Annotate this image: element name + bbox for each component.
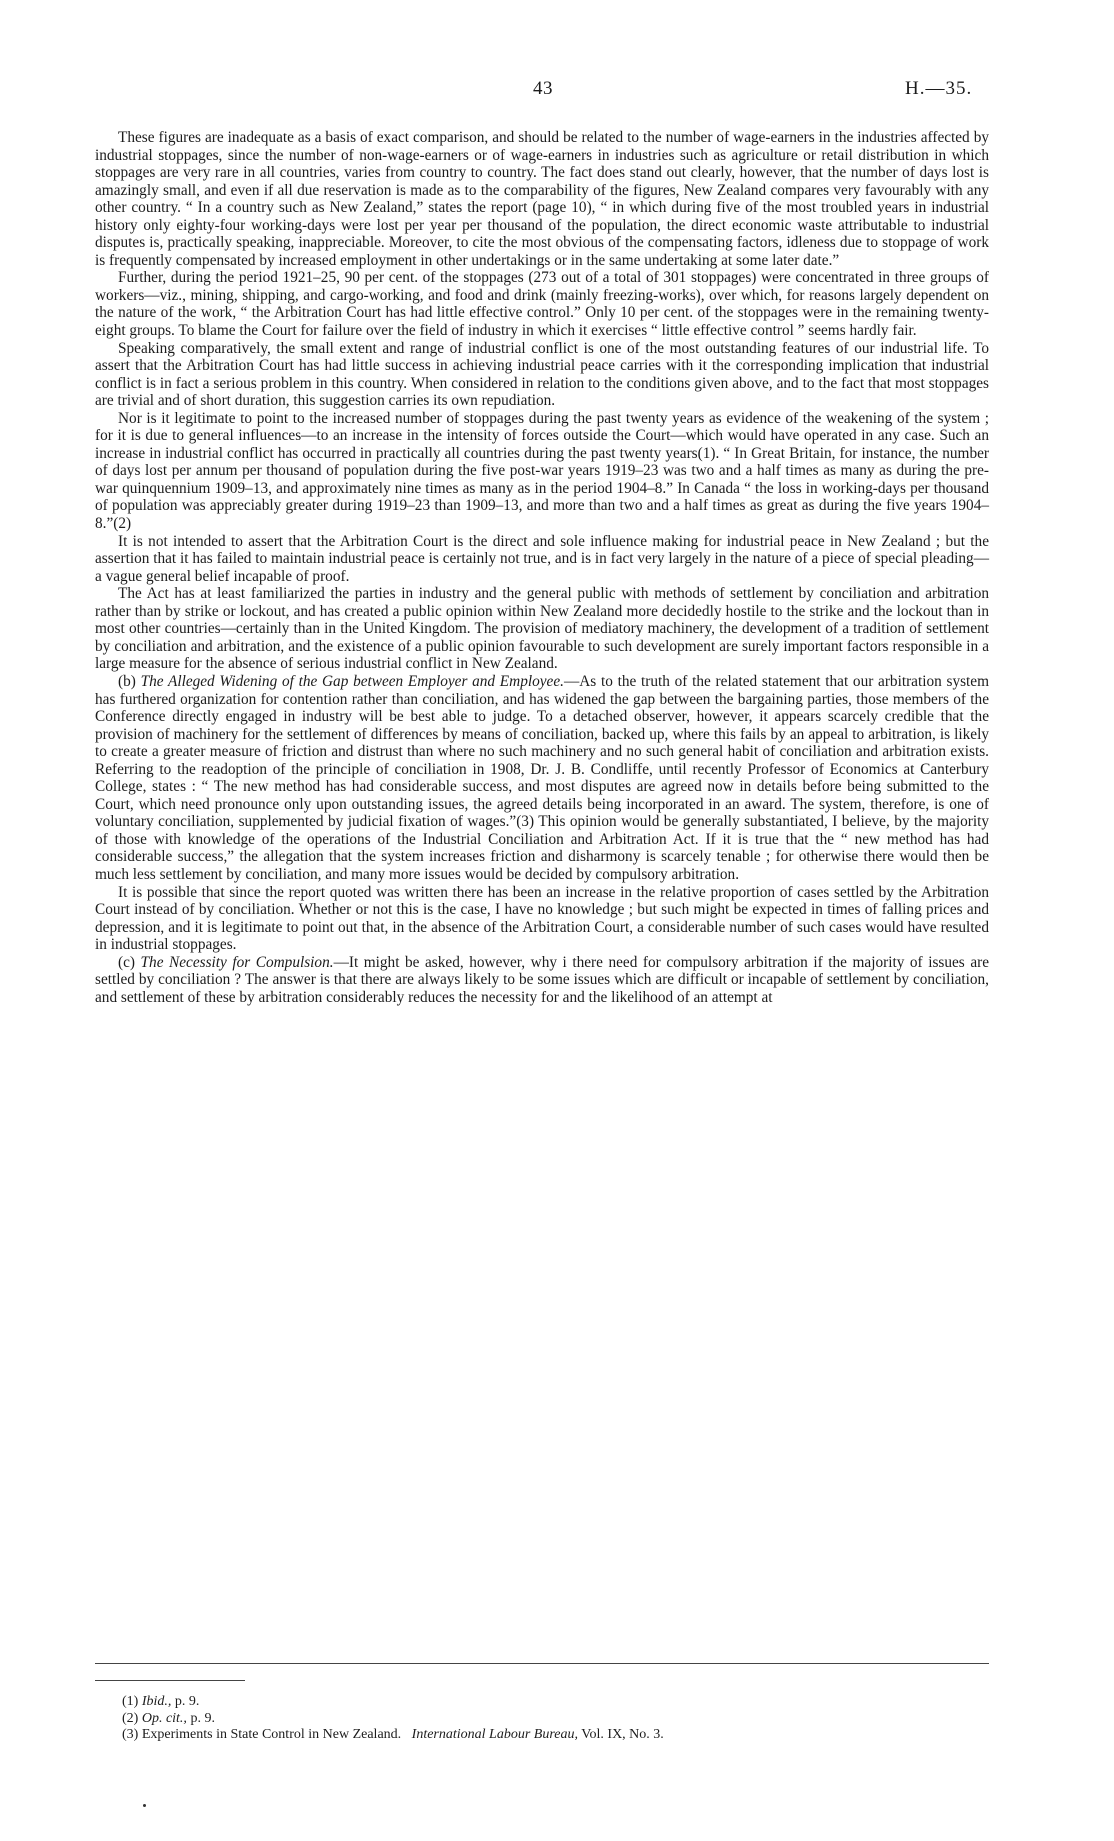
footnote-number: (3) [122,1727,139,1742]
footnote [122,1727,982,1744]
footnote-text: Experiments in State Control in New Zealand. [141,1727,402,1742]
stray-mark [143,1804,146,1807]
body-text [95,129,989,1006]
footnote-text: p. 9. [190,1710,215,1726]
footnote-text: Vol. IX, No. 3. [581,1727,664,1742]
paragraph: Speaking comparatively, the small extent and range of industrial conflict is one of the most outstanding features of our industrial life. To assert that the Arbitration Court has had little success in achieving industrial peace carries with it the corresponding implication that industrial conflict is in fact a serious problem in this country. When considered in relation to the conditions given above, and to the fact that most stoppages are trivial and of short duration, this suggestion carries its own repudiation. [95,339,989,410]
section-text: —It might be asked, however, why i there need for compulsory arbitration if the majority of issues are settled by conciliation ? The answer is that there are always likely to be some issues which are difficult or incapable of settlement by conciliation, and settlement of these by arbitration considerably reduces the necessity for and the likelihood of an attempt at [95,953,989,1006]
section-heading: The Alleged Widening of the Gap between Employer and Employee. [140,672,564,690]
footnote-text: p. 9. [174,1694,200,1709]
paragraph: Nor is it legitimate to point to the increased number of stoppages during the past twenty years as evidence of the weakening of the system ; for it is due to general influences—to an increase in the intensity of forces outside the Court—which would have operated in any case. Such an increase in industrial conflict has occurred in practically all countries during the past twenty years(1). “ In Great Britain, for instance, the number of days lost per annum per thousand of population during the five post-war years 1919–23 was two and a half times as many as during the pre-war quinquennium 1909–13, and approximately nine times as many as in the period 1904–8.” In Canada “ the loss in working-days per thousand of population was appreciably greater during 1919–23 than 1909–13, and more than two and a half times as great as during the five years 1904–8.”(2) [95,409,989,533]
paragraph: The Act has at least familiarized the parties in industry and the general public with methods of settlement by conciliation and arbitration rather than by strike or lockout, and has created a public opinion within New Zealand more decidedly hostile to the strike and the lockout than in most other countries—certainly than in the United Kingdom. The provision of mediatory machinery, the development of a tradition of settlement by conciliation and arbitration, and the existence of a public opinion favourable to such development are surely important factors responsible in a large measure for the absence of serious industrial conflict in New Zealand. [95,585,989,673]
paragraph: It is not intended to assert that the Arbitration Court is the direct and sole influence making for industrial peace in New Zealand ; but the assertion that it has failed to maintain industrial peace is certainly not true, and is in fact very largely in the nature of a piece of special pleading—a vague general belief incapable of proof. [95,532,989,585]
section-label: (b) [118,672,136,690]
paragraph: Further, during the period 1921–25, 90 per cent. of the stoppages (273 out of a total of 301 stoppages) were concentrated in three groups of workers—viz., mining, shipping, and cargo-working, and food and drink (mainly freezing-works), over which, for reasons largely dependent on the nature of the work, “ the Arbitration Court has had little effective control.” Only 10 per cent. of the stoppages were in the remaining twenty-eight groups. To blame the Court for failure over the field of industry in which it exercises “ little effective control ” seems hardly fair. [95,269,989,340]
section-b-paragraph [95,673,989,884]
footnote-number: (1) [122,1694,139,1709]
page-number: 43 [533,78,553,99]
section-label: (c) [118,953,135,971]
section-c-paragraph [95,954,989,1007]
footnote-number: (2) [122,1710,139,1726]
footnote [122,1694,982,1711]
footnote-ref: Ibid., [141,1694,172,1709]
footnote-source: International Labour Bureau, [411,1727,578,1742]
section-heading: The Necessity for Compulsion. [140,953,334,971]
footnote-rule [95,1680,245,1681]
document-reference: H.—35. [905,78,973,99]
footnote-ref: Op. cit., [141,1710,187,1726]
section-text: —As to the truth of the related statement that our arbitration system has furthered organization for contention rather than conciliation, and has widened the gap between the bargaining parties, those members of the Conference directly engaged in industry will be best able to judge. To a detached observer, however, it appears scarcely credible that the provision of machinery for the settlement of differences by means of conciliation, backed up, where this fails by an appeal to arbitration, is likely to create a greater measure of friction and distrust than where no such machinery and no such general habit of conciliation and arbitration exists. Referring to the readoption of the principle of conciliation in 1908, Dr. J. B. Condliffe, until recently Professor of Economics at Canterbury College, states : “ The new method has had considerable success, and most disputes are agreed now in details before being submitted to the Court, which need pronounce only upon outstanding issues, the agreed details being incorporated in an award. The system, therefore, is one of voluntary conciliation, supplemented by judicial fixation of wages.”(3) This opinion would be generally substantiated, I believe, by the majority of those with knowledge of the operations of the Industrial Conciliation and Arbitration Act. If it is true that the “ new method has had considerable success,” the allegation that the system increases friction and disharmony is scarcely tenable ; for otherwise there would then be much less settlement by conciliation, and many more issues would be decided by compulsory arbitration. [95,672,989,883]
footnotes [122,1694,982,1744]
paragraph: It is possible that since the report quoted was written there has been an increase in the relative proportion of cases settled by the Arbitration Court instead of by conciliation. Whether or not this is the case, I have no knowledge ; but such might be expected in times of falling prices and depression, and it is legitimate to point out that, in the absence of the Arbitration Court, a considerable number of such cases would have resulted in industrial stoppages. [95,883,989,954]
footnote [122,1711,982,1728]
paragraph: These figures are inadequate as a basis of exact comparison, and should be related to the number of wage-earners in the industries affected by industrial stoppages, since the number of non-wage-earners or of wage-earners in industries such as agriculture or retail distribution in which stoppages are very rare in all countries, varies from country to country. The fact does stand out clearly, however, that the number of days lost is amazingly small, and even if all due reservation is made as to the comparability of the figures, New Zealand compares very favourably with any other country. “ In a country such as New Zealand,” states the report (page 10), “ in which during five of the most troubled years in industrial history only eighty-four working-days were lost per year per thousand of the population, the direct economic waste attributable to industrial disputes is, practically speaking, inappreciable. Moreover, to cite the most obvious of the compensating factors, idleness due to stoppage of work is frequently compensated by increased employment in other undertakings or in the same undertaking at some later date.” [95,129,989,269]
footnote-divider [95,1663,989,1664]
